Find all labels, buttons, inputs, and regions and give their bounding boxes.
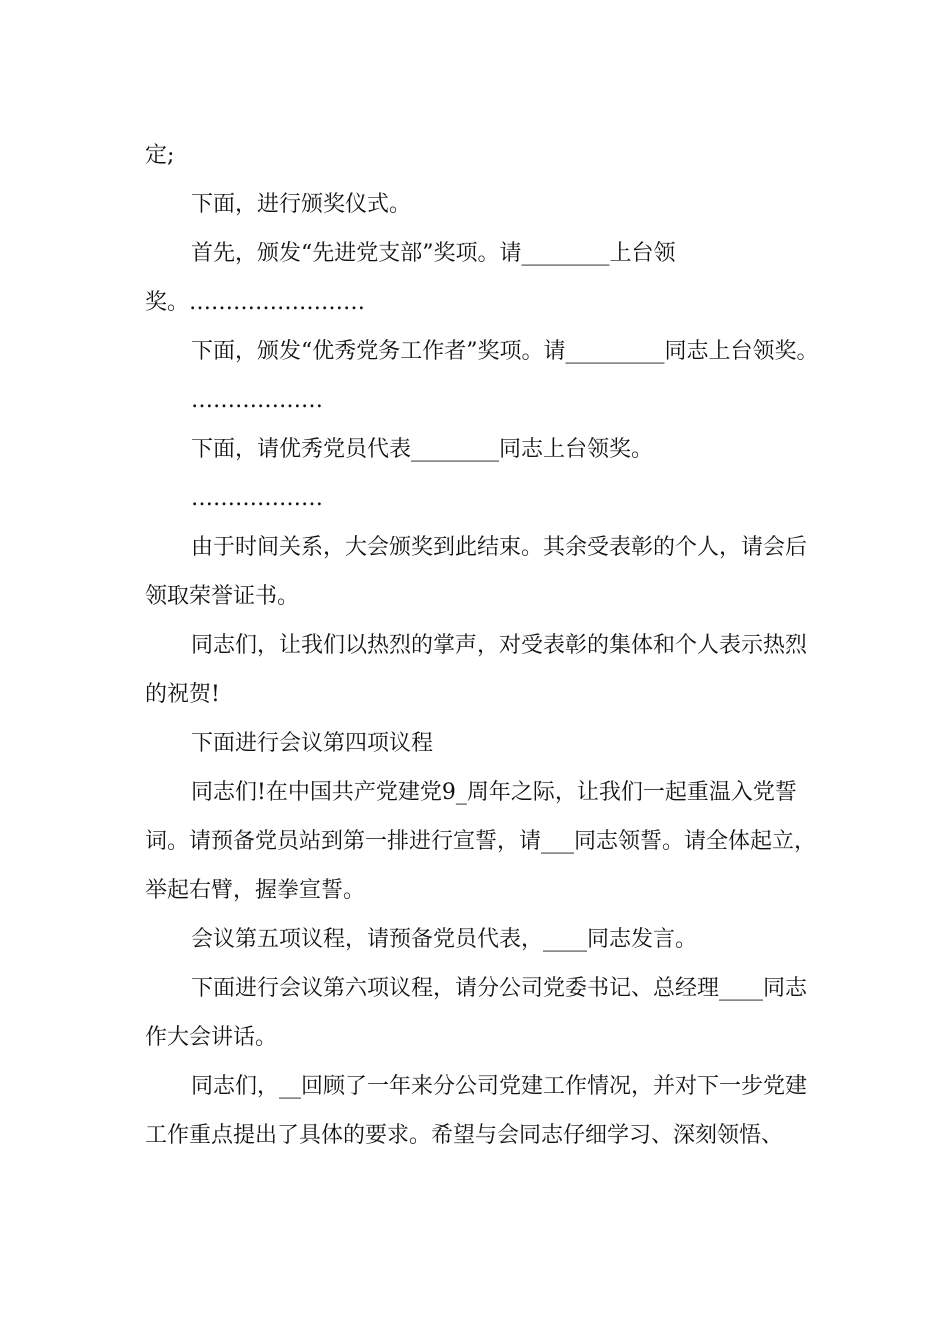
paragraph-oath: 同志们!在中国共产党建党9_周年之际，让我们一起重温入党誓词。请预备党员站到第一排进行宣誓，请___同志领誓。请全体起立，举起右臂，握拳宣誓。	[145, 780, 817, 903]
paragraph-agenda-five: 会议第五项议程，请预备党员代表，____同志发言。	[191, 927, 698, 952]
paragraph-continuation: 定;	[145, 143, 175, 168]
paragraph-advanced-branch-award: 首先，颁发“先进党支部”奖项。请________上台领奖。……………………	[145, 241, 676, 315]
paragraph-agenda-six: 下面进行会议第六项议程，请分公司党委书记、总经理____同志作大会讲话。	[145, 976, 808, 1050]
paragraph-award-ceremony: 下面，进行颁奖仪式。	[191, 192, 412, 217]
paragraph-ellipsis-2: ………………	[191, 486, 323, 511]
paragraph-applause: 同志们，让我们以热烈的掌声，对受表彰的集体和个人表示热烈的祝贺!	[145, 633, 808, 707]
paragraph-member-representative-award: 下面，请优秀党员代表________同志上台领奖。	[191, 437, 654, 462]
paragraph-agenda-four: 下面进行会议第四项议程	[191, 731, 434, 756]
paragraph-ellipsis-1: ………………	[191, 388, 323, 413]
paragraph-party-worker-award: 下面，颁发“优秀党务工作者”奖项。请_________同志上台领奖。	[191, 339, 819, 364]
paragraph-review: 同志们，__回顾了一年来分公司党建工作情况，并对下一步党建工作重点提出了具体的要求。希望与会同志仔细学习、深刻领悟、	[145, 1074, 808, 1148]
document-body	[145, 131, 821, 1160]
paragraph-award-end: 由于时间关系，大会颁奖到此结束。其余受表彰的个人，请会后领取荣誉证书。	[145, 535, 808, 609]
